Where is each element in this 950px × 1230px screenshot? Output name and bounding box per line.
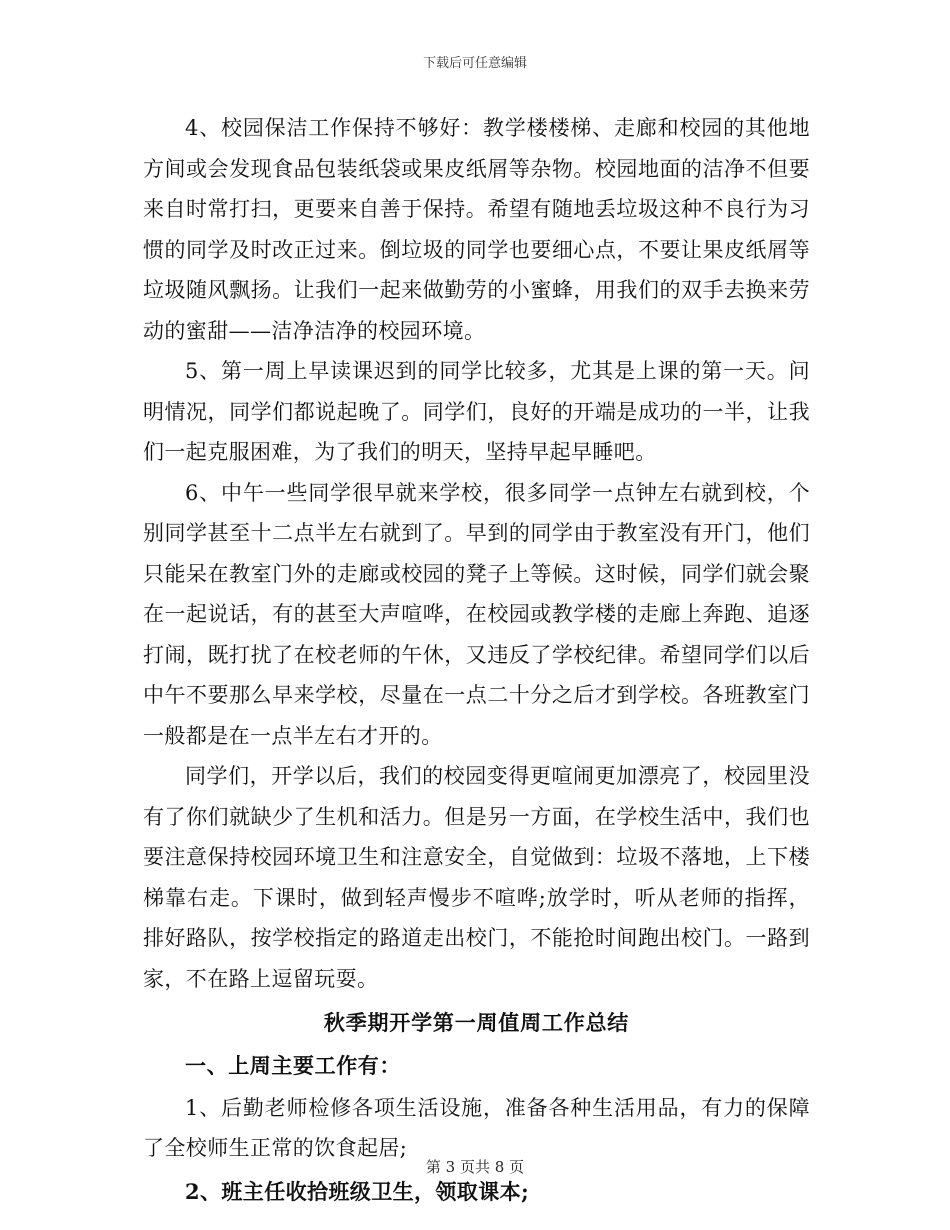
list-item-logistics: 1、后勤老师检修各项生活设施，准备各种生活用品，有力的保障了全校师生正常的饮食起居;: [143, 1095, 810, 1160]
section-title: 秋季期开学第一周值周工作总结: [323, 1010, 630, 1035]
list-item-class-teacher: 2、班主任收拾班级卫生，领取课本;: [185, 1178, 530, 1204]
paragraph-cleaning: 4、校园保洁工作保持不够好：教学楼楼梯、走廊和校园的其他地方间或会发现食品包装纸袋或果皮纸屑等杂物。校园地面的洁净不但要来自时常打扫，更要来自善于保持。希望有随地丢垃圾这种不良行为习惯的同学及时改正过来。倒垃圾的同学也要细心点，不要让果皮纸屑等垃圾随风飘扬。让我们一起来做勤劳的小蜜蜂，用我们的双手去换来劳动的蜜甜——洁净洁净的校园环境。: [143, 116, 810, 343]
page-header: 下载后可任意编辑: [422, 56, 527, 71]
paragraph-lateness: 5、第一周上早读课迟到的同学比较多，尤其是上课的第一天。问明情况，同学们都说起晚了。同学们，良好的开端是成功的一半，让我们一起克服困难，为了我们的明天，坚持早起早睡吧。: [143, 359, 810, 464]
page-number: 第 3 页共 8 页: [425, 1158, 525, 1176]
document-body: [143, 108, 810, 1215]
section-heading: 一、上周主要工作有：: [185, 1052, 401, 1078]
paragraph-closing: 同学们，开学以后，我们的校园变得更喧闹更加漂亮了，校园里没有了你们就缺少了生机和活力。但是另一方面，在学校生活中，我们也要注意保持校园环境卫生和注意安全，自觉做到：垃圾不落地，上下楼梯靠右走。下课时，做到轻声慢步不喧哗;放学时，听从老师的指挥，排好路队，按学校指定的路道走出校门，不能抢时间跑出校门。一路到家，不在路上逗留玩耍。: [143, 764, 810, 991]
paragraph-noon-arrival: 6、中午一些同学很早就来学校，很多同学一点钟左右就到校，个别同学甚至十二点半左右就到了。早到的同学由于教室没有开门，他们只能呆在教室门外的走廊或校园的凳子上等候。这时候，同学们就会聚在一起说话，有的甚至大声喧哗，在校园或教学楼的走廊上奔跑、追逐打闹，既打扰了在校老师的午休，又违反了学校纪律。希望同学们以后中午不要那么早来学校，尽量在一点二十分之后才到学校。各班教室门一般都是在一点半左右才开的。: [143, 480, 810, 748]
